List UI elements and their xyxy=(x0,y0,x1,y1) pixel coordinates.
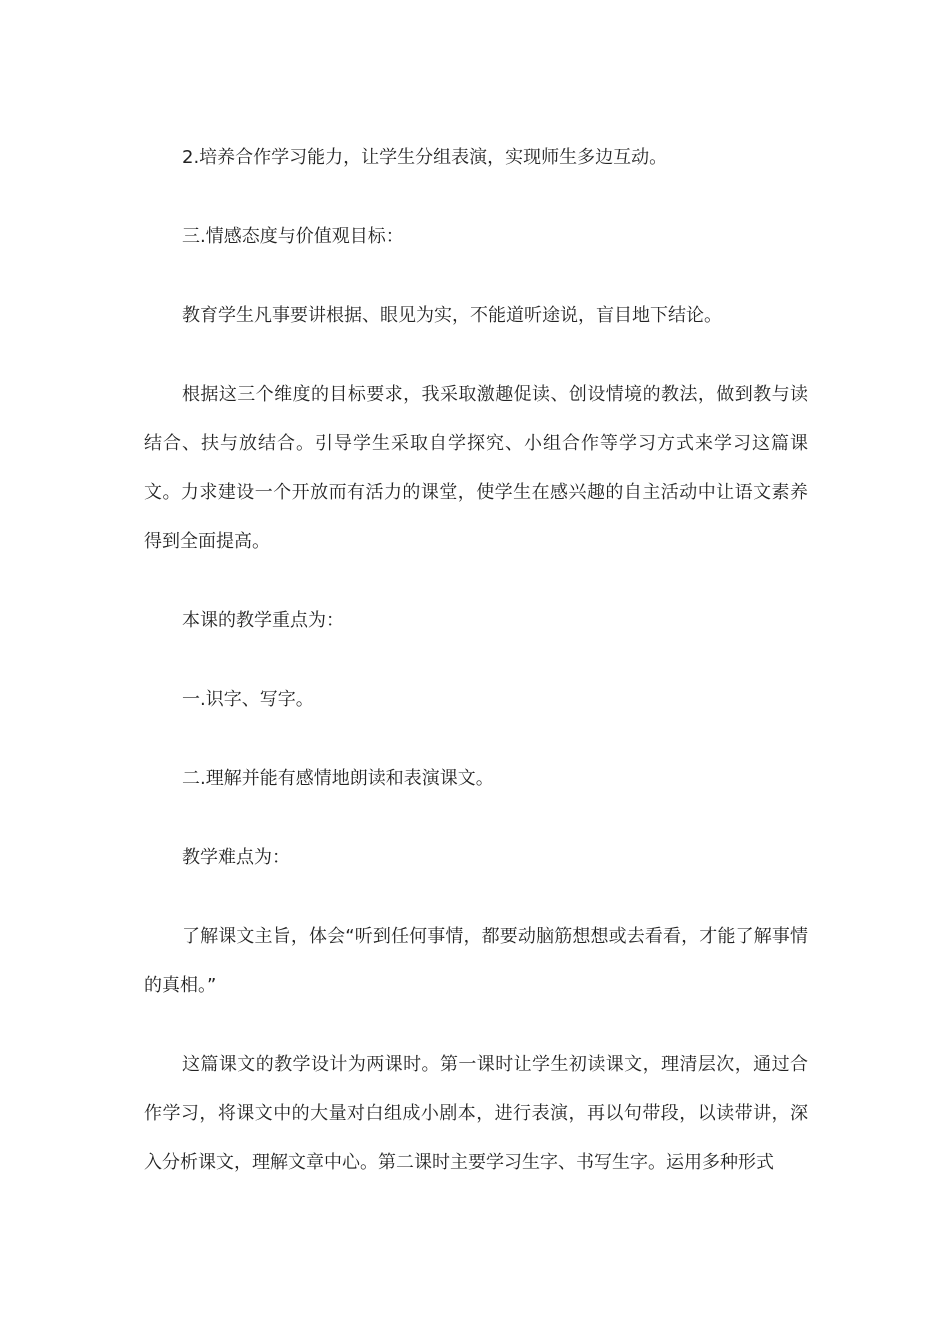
paragraph-heading-emotion-goal: 三.情感态度与价值观目标： xyxy=(182,226,404,247)
paragraph-key-point-1: 一.识字、写字。 xyxy=(182,689,314,710)
paragraph-emotion-goal: 教育学生凡事要讲根据、眼见为实，不能道听途说，盲目地下结论。 xyxy=(182,305,722,326)
paragraph-heading-difficulties: 教学难点为： xyxy=(182,847,290,868)
paragraph-goal-cooperation: 2.培养合作学习能力，让学生分组表演，实现师生多边互动。 xyxy=(182,147,668,168)
paragraph-teaching-method: 根据这三个维度的目标要求，我采取激趣促读、创设情境的教法，做到教与读结合、扶与放结合。引导学生采取自学探究、小组合作等学习方式来学习这篇课文。力求建设一个开放而有活力的课堂，使学生在感兴趣的自主活动中让语文素养得到全面提高。 xyxy=(144,384,808,552)
paragraph-difficulty: 了解课文主旨，体会“听到任何事情，都要动脑筋想想或去看看，才能了解事情的真相。” xyxy=(144,926,808,996)
document-body xyxy=(144,133,808,1217)
paragraph-key-point-2: 二.理解并能有感情地朗读和表演课文。 xyxy=(182,768,494,789)
paragraph-lesson-plan: 这篇课文的教学设计为两课时。第一课时让学生初读课文，理清层次，通过合作学习，将课文中的大量对白组成小剧本，进行表演，再以句带段，以读带讲，深入分析课文，理解文章中心。第二课时主要学习生字、书写生字。运用多种形式 xyxy=(144,1054,808,1173)
paragraph-heading-key-points: 本课的教学重点为： xyxy=(182,610,344,631)
